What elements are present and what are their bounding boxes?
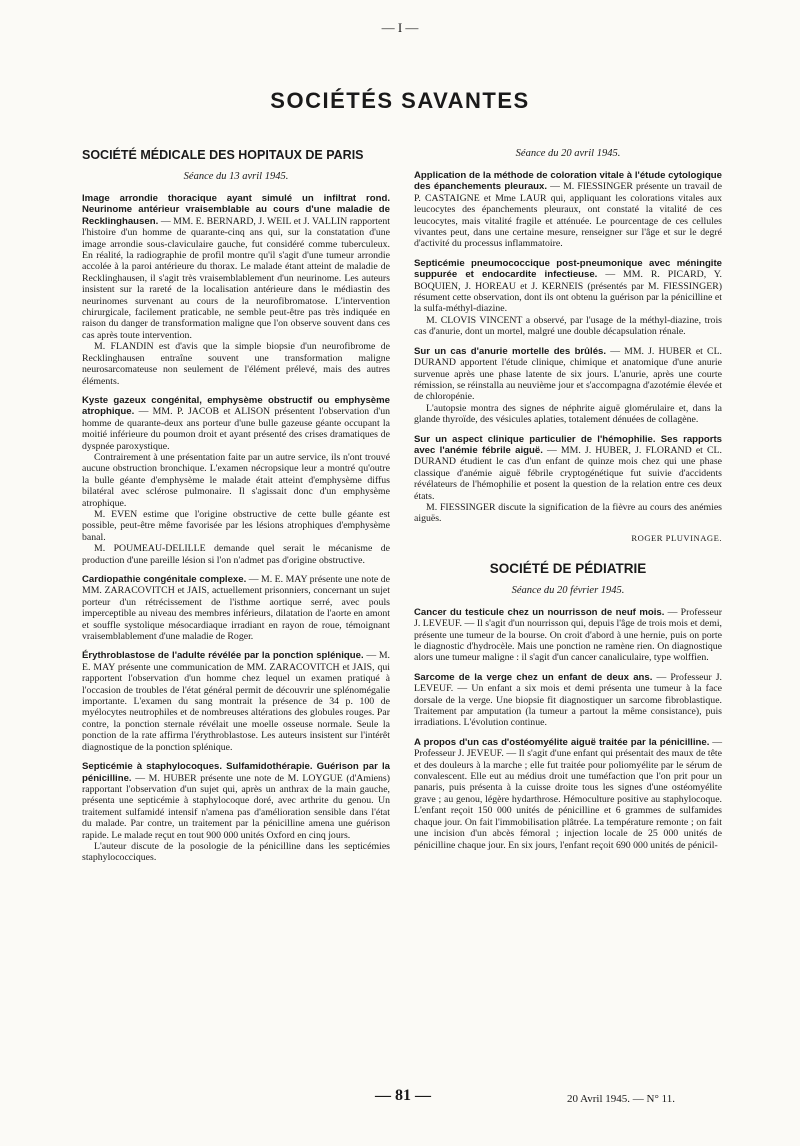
- article-title: Cardiopathie congénitale complexe.: [82, 574, 247, 585]
- article-text: — MM. R. PICARD, Y. BOQUIEN, J. HOREAU et J. KERNEIS (présentés par M. FIESSINGER) résument cette observation, dont ils ont obtenu la guérison par la pénicilline et la sulfa-méthyl-diazine.: [414, 269, 723, 315]
- article-title: Sur un cas d'anurie mortelle des brûlés.: [414, 345, 607, 357]
- article-text: — M. FIESSINGER présente un travail de P. CASTAIGNE et Mme LAUR qui, appliquant les colorations vitales aux leucocytes des épanchements pleuraux, ont constaté la vitalité de ces leucocytes, mais vitalité fragile et atténuée. Le pourcentage de ces cellules vivantes peut, dans une certaine mesure, renseigner sur l'âge et sur le degré d'activité du processus inflammatoire.: [414, 181, 723, 250]
- article-body: [82, 574, 390, 642]
- article-body: [414, 346, 722, 403]
- article-body: [414, 170, 722, 250]
- article-paragraph: M. CLOVIS VINCENT a observé, par l'usage de la méthyl-diazine, trois cas d'anurie, dont un mortel, malgré une double décapsulation rénale.: [414, 314, 722, 338]
- article-paragraph: M. EVEN estime que l'origine obstructive de cette bulle géante est possible, peut-être même favorisée par les lésions atrophiques d'emphysème banal.: [82, 508, 390, 543]
- article-body: [82, 650, 390, 753]
- article: [414, 258, 722, 338]
- page-title: SOCIÉTÉS SAVANTES: [270, 88, 530, 113]
- article-title: Septicémie pneumococcique post-pneumonique avec méningite suppurée et endocardite infectieuse.: [414, 257, 722, 281]
- article-title: Image arrondie thoracique ayant simulé un infiltrat rond. Neurinome antérieur vraisemblable au cours d'une maladie de Recklinghausen.: [82, 193, 390, 227]
- article-text: — MM. J. HUBER et CL. DURAND apportent l'étude clinique, chimique et anatomique d'une anurie survenue après une phase latente de six jours. L'anurie, après une courte rémission, se réinstalla au neuvième jour et s'accompagna d'azotémie élevée et de chloropénie.: [414, 345, 723, 403]
- article-list: [414, 170, 722, 525]
- article: [414, 607, 722, 664]
- article-paragraph: L'auteur discute de la posologie de la pénicilline dans les septicémies staphylococciques.: [82, 840, 390, 864]
- article-text: — M. E. MAY présente une note de MM. ZARACOVITCH et JAIS, actuellement prisonniers, concernant un sujet porteur d'un rétrécissement de l'isthme aortique serré, avec pouls imperceptible au niveau des membres inférieurs, dilatation de l'aorte en amont et souffle systolique mésocardiaque irradiant en rayon de roue, témoignant vraisemblablement d'une maladie de Roger.: [82, 574, 390, 643]
- article-body: [82, 193, 390, 341]
- article-title: Cancer du testicule chez un nourrisson de neuf mois.: [414, 606, 665, 618]
- article: [414, 170, 722, 250]
- article-body: [414, 434, 722, 502]
- article-title: Sur un aspect clinique particulier de l'hémophilie. Ses rapports avec l'anémie fébrile aiguë.: [414, 433, 722, 456]
- article-paragraph: M. FLANDIN est d'avis que la simple biopsie d'un neurofibrome de Recklinghausen entraîne souvent une transformation maligne neurosarcomateuse non seulement de l'élément prélevé, mais des autres éléments.: [82, 341, 390, 387]
- article-paragraph: L'autopsie montra des signes de néphrite aiguë glomérulaire et, dans la glande thyroïde, des vésicules aplaties, totalement dénuées de collagène.: [414, 402, 722, 426]
- author-signature: ROGER PLUVINAGE.: [631, 532, 722, 543]
- article-list: [82, 193, 390, 864]
- article: [414, 737, 722, 851]
- article: [82, 193, 390, 387]
- article-title: Septicémie à staphylocoques. Sulfamidothérapie. Guérison par la pénicilline.: [82, 761, 390, 784]
- article: [82, 650, 390, 753]
- article-title: Sarcome de la verge chez un enfant de deux ans.: [414, 671, 653, 683]
- article: [414, 434, 722, 525]
- article-text: — MM. P. JACOB et ALISON présentent l'observation d'un homme de quarante-deux ans porteur d'une bulle gazeuse géante occupant la moitié inférieure du poumon droit et ayant présenté des crises dramatiques de dyspnée paroxystique.: [82, 406, 390, 452]
- article-list: [414, 607, 722, 851]
- footer-page-number: — 81 —: [375, 1087, 431, 1104]
- seance-date: Séance du 13 avril 1945.: [183, 171, 289, 182]
- article: [414, 346, 722, 426]
- section-heading-medicale: SOCIÉTÉ MÉDICALE DES HOPITAUX DE PARIS: [82, 148, 364, 162]
- seance-date: Séance du 20 avril 1945.: [515, 148, 621, 159]
- article-title: Kyste gazeux congénital, emphysème obstructif ou emphysème atrophique.: [82, 394, 390, 418]
- article-body: [414, 672, 722, 729]
- article-paragraph: M. POUMEAU-DELILLE demande quel serait le mécanisme de production d'une pareille lésion si l'on n'admet pas d'origine obstructive.: [82, 543, 390, 566]
- article: [82, 574, 390, 642]
- seance-date: Séance du 20 février 1945.: [511, 584, 625, 596]
- left-column: [82, 148, 390, 872]
- article-text: — M. E. MAY présente une communication de MM. ZARACOVITCH et JAIS, qui rapportent l'observation d'un homme chez lequel un examen pratiqué à l'occasion de troubles de l'état général permit de découvrir une splénomégalie importante. L'examen du sang montrait la présence de 34 p. 100 de myélocytes neutrophiles et de nombreuses altérations des globules rouges. Par contre, la ponction sternale révélait une moelle osseuse normale. Seule la ponction de la rate affirma l'érythroblastose. Les auteurs insistent sur l'intérêt diagnostique de la ponction splénique.: [82, 650, 390, 753]
- top-page-number: — I —: [381, 20, 419, 35]
- article-text: — Professeur J. LEVEUF. — Il s'agit d'un nourrisson qui, depuis l'âge de trois mois et demi, présente une tumeur de la bourse. On croit d'abord à une hernie, puis on porte le diagnostic d'hydrocèle. Mais une ponction ne ramène rien. On diagnostique alors une tumeur maligne : il s'agit d'un cancer canaliculaire, type wolffien.: [414, 606, 723, 664]
- article: [82, 761, 390, 864]
- article-paragraph: Contrairement à une présentation faite par un autre service, ils n'ont trouvé aucune obstruction bronchique. L'examen nécropsique leur a montré qu'outre la bulle géante d'emphysème le malade était atteint d'emphysème diffus bilatéral avec sclérose pulmonaire. Il s'agissait donc d'un emphysème atrophique.: [82, 451, 390, 509]
- footer-issue-date: 20 Avril 1945. — N° 11.: [567, 1093, 675, 1105]
- article-text: — M. HUBER présente une note de M. LOYGUE (d'Amiens) rapportant l'observation d'un sujet qui, après un anthrax de la main gauche, présenta une septicémie à staphylocoque doré, avec arthrite du genou. Un traitement sulfamidé intensif n'amena pas d'amélioration sensible dans l'état du malade. Par contre, un traitement par la pénicilline amena une guérison rapide. Le malade reçut en tout 900 000 unités Oxford en cinq jours.: [82, 772, 390, 841]
- article: [414, 672, 722, 729]
- article-text: — Professeur J. JEVEUF. — Il s'agit d'une enfant qui présentait des maux de tête et des douleurs à la marche ; elle fut traitée pour poliomyélite par le sérum de convalescent. Elle eut au médius droit une tuméfaction que l'on prit pour un panaris, puis présenta à la cuisse droite tous les signes d'une ostéomyélite grave ; au genou, légère hydarthrose. Hémoculture positive au staphylocoque. L'enfant reçoit 150 000 unités de pénicilline et 6 grammes de sulfamides chaque jour. On fait l'immobilisation plâtrée. La température remonte ; on fait une incision d'un abcès fémoral ; injection locale de 25 000 unités de pénicilline chaque jour. En six jours, l'enfant reçoit 690 000 unités de pénicil-: [414, 736, 722, 851]
- section-heading-pediatrie: SOCIÉTÉ DE PÉDIATRIE: [489, 560, 647, 576]
- article-title: Application de la méthode de coloration vitale à l'étude cytologique des épanchements pleuraux.: [414, 170, 722, 193]
- article-text: — Professeur J. LEVEUF. — Un enfant a six mois et demi présenta une tumeur à la face dorsale de la verge. Une biopsie fit diagnostiquer un sarcome fibroblastique. Traitement par amputation (la tumeur a partout la même consistance), puis irradiations. L'évolution continue.: [414, 671, 722, 729]
- right-column: [414, 148, 722, 859]
- article-paragraph: M. FIESSINGER discute la signification de la fièvre au cours des anémies aiguës.: [414, 501, 722, 525]
- article-body: [414, 737, 722, 851]
- article-body: [414, 607, 722, 664]
- article-body: [82, 395, 390, 452]
- article: [82, 395, 390, 566]
- article-title: Érythroblastose de l'adulte révélée par la ponction splénique.: [82, 650, 364, 662]
- article-body: [414, 258, 722, 315]
- article-text: — MM. E. BERNARD, J. WEIL et J. VALLIN rapportent l'histoire d'un homme de quarante-cinq ans qui, sur la constatation d'une image arrondie sous-claviculaire gauche, fut considéré comme tuberculeux. En réalité, la radiographie de profil montre qu'il s'agit d'une tumeur arrondie accolée à la paroi antérieure du thorax. Le malade étant atteint de maladie de Recklinghausen, il s'agit très vraisemblablement d'un neurinome. Les auteurs insistent sur la rareté de la localisation antérieure dans le médiastin des neurinomes survenant au cours de la neurofibromatose. L'intervention chirurgicale, facilement praticable, ne semble peut-être pas très indiquée en raison du danger de transformation maligne que l'on observe souvent dans ces cas après toute intervention.: [82, 215, 390, 341]
- article-body: [82, 761, 390, 841]
- article-text: — MM. J. HUBER, J. FLORAND et CL. DURAND étudient le cas d'un enfant de quinze mois chez qui une phase classique d'anémie aiguë fébrile cryptogénétique fut suivie d'accidents révélateurs de l'hémophilie et posent la question de la relation entre ces deux états.: [414, 444, 722, 502]
- article-title: A propos d'un cas d'ostéomyélite aiguë traitée par la pénicilline.: [414, 736, 710, 748]
